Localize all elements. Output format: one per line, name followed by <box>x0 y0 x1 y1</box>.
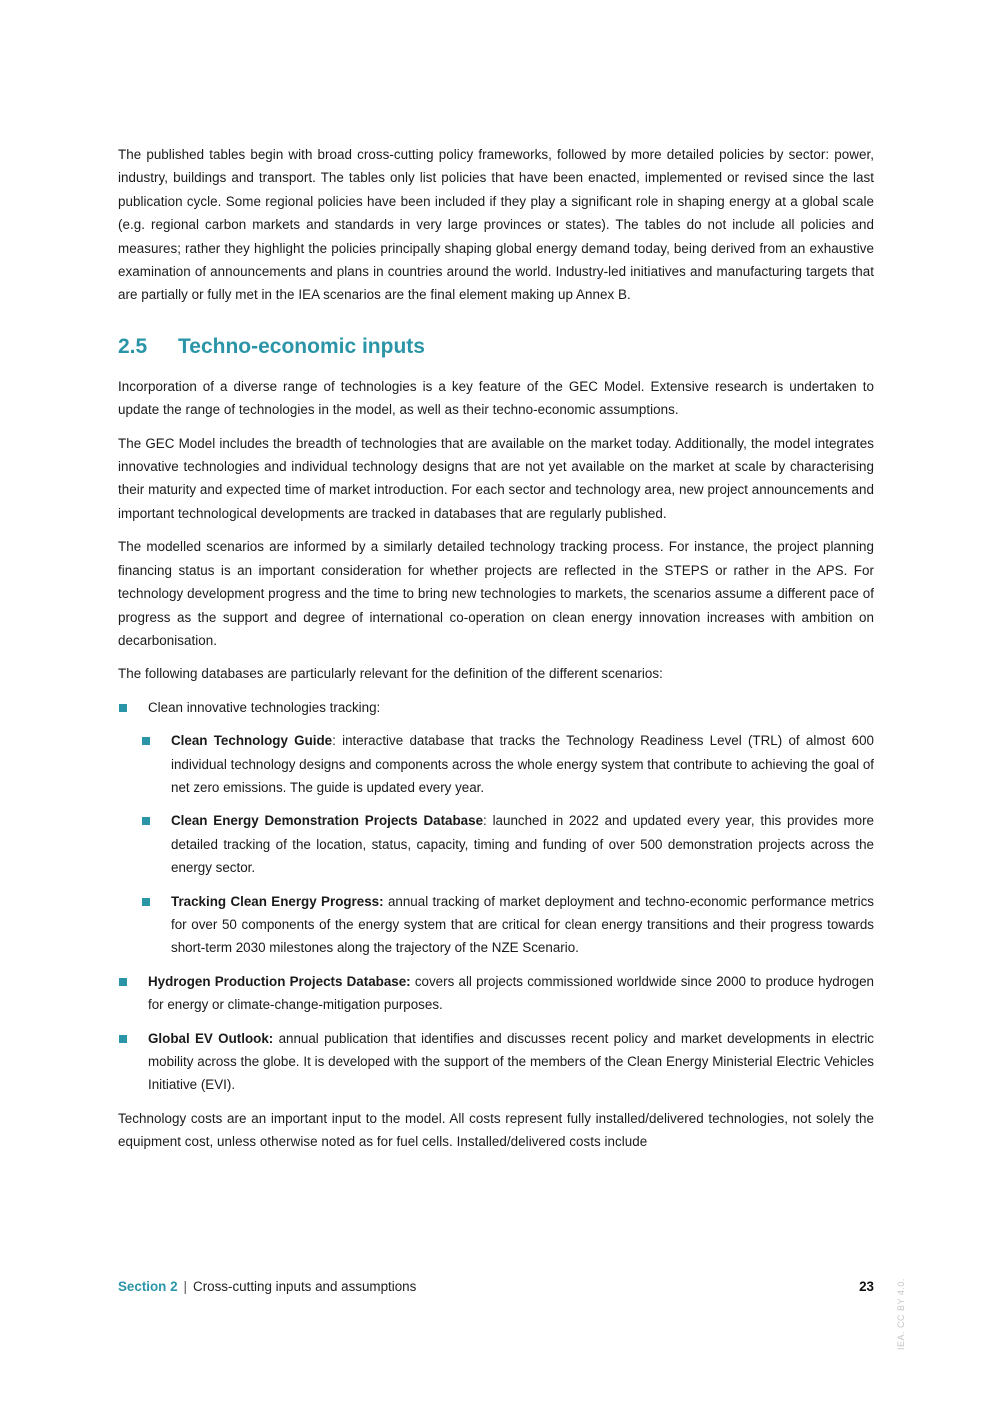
bullet-square-icon <box>142 817 150 825</box>
bullet-text: Clean innovative technologies tracking: <box>148 699 381 715</box>
footer-section-label: Section 2 <box>118 1279 178 1294</box>
footer-separator: | <box>183 1279 188 1294</box>
bullet-global-ev-outlook <box>118 1027 874 1097</box>
bullet-square-icon <box>142 737 150 745</box>
license-note: IEA. CC BY 4.0. <box>896 1278 906 1350</box>
closing-paragraph: Technology costs are an important input to the model. All costs represent fully installed/delivered technologies, not solely the equipment cost, unless otherwise noted as for fuel cells. Installed/delivered costs include <box>118 1110 874 1150</box>
bullet-square-icon <box>142 898 150 906</box>
paragraph: The following databases are particularly relevant for the definition of the different scenarios: <box>118 666 663 682</box>
bullet-square-icon <box>119 978 127 986</box>
bullet-square-icon <box>119 1035 127 1043</box>
bullet-bold-term: Clean Energy Demonstration Projects Database <box>171 813 484 829</box>
section-heading <box>118 333 874 361</box>
document-body <box>118 143 874 1164</box>
bullet-text: : launched in 2022 and updated every year, this provides more detailed tracking of the location, status, capacity, timing and funding of over 500 demonstration projects across the energy sector. <box>171 813 875 876</box>
bullet-tracking-progress <box>118 890 874 960</box>
paragraph: The GEC Model includes the breadth of technologies that are available on the market today. Additionally, the model integrates innovative technologies and individual technology designs that are not yet available on the market at scale by characterising their maturity and expected time of market introduction. For each sector and technology area, new project announcements and important technological developments are tracked in databases that are regularly published. <box>118 435 874 521</box>
section-number: 2.5 <box>118 334 148 358</box>
paragraph: The modelled scenarios are informed by a similarly detailed technology tracking process. For instance, the project planning financing status is an important consideration for whether projects are reflected in the STEPS or rather in the APS. For technology development progress and the time to bring new technologies to markets, the scenarios assume a different pace of progress as the support and degree of international co-operation on clean energy innovation increases with ambition on decarbonisation. <box>118 539 874 648</box>
bullet-bold-term: Clean Technology Guide <box>171 733 333 749</box>
intro-paragraph: The published tables begin with broad cross-cutting policy frameworks, followed by more detailed policies by sector: power, industry, buildings and transport. The tables only list policies that have been enacted, implemented or revised since the last publication cycle. Some regional policies have been included if they play a significant role in shaping energy at a global scale (e.g. regional carbon markets and standards in very large provinces or states). The tables do not include all policies and measures; rather they highlight the policies principally shaping global energy demand today, being derived from an exhaustive examination of announcements and plans in countries around the world. Industry-led initiatives and manufacturing targets that are partially or fully met in the IEA scenarios are the final element making up Annex B. <box>118 147 874 303</box>
bullet-clean-technology-guide <box>118 729 874 799</box>
bullet-bold-term: Global EV Outlook: <box>148 1030 274 1046</box>
section-title: Techno-economic inputs <box>178 334 425 358</box>
bullet-bold-term: Tracking Clean Energy Progress: <box>171 893 384 909</box>
page-footer <box>118 1277 874 1297</box>
bullet-text: annual tracking of market deployment and techno-economic performance metrics for over 50 components of the energy system that are critical for clean energy transitions and their progress towards short-term 2030 milestones along the trajectory of the NZE Scenario. <box>171 893 874 956</box>
footer-title: Cross-cutting inputs and assumptions <box>193 1279 417 1294</box>
bullet-hydrogen-database <box>118 970 874 1017</box>
paragraph: Incorporation of a diverse range of technologies is a key feature of the GEC Model. Extensive research is undertaken to update the range of technologies in the model, as well as their techno-economic assumptions. <box>118 378 874 418</box>
bullet-text: : interactive database that tracks the Technology Readiness Level (TRL) of almost 600 individual technology designs and components across the whole energy system that contribute to achieving the goal of net zero emissions. The guide is updated every year. <box>171 733 874 795</box>
page-number: 23 <box>859 1279 874 1294</box>
bullet-bold-term: Hydrogen Production Projects Database: <box>148 973 411 989</box>
bullet-demonstration-projects <box>118 809 874 879</box>
bullet-clean-tracking <box>118 696 874 719</box>
bullet-text: annual publication that identifies and discusses recent policy and market developments in electric mobility across the globe. It is developed with the support of the members of the Clean Energy Ministerial Electric Vehicles Initiative (EVI). <box>148 1030 874 1093</box>
bullet-text: covers all projects commissioned worldwide since 2000 to produce hydrogen for energy or climate-change-mitigation purposes. <box>148 973 875 1013</box>
bullet-square-icon <box>119 704 127 712</box>
